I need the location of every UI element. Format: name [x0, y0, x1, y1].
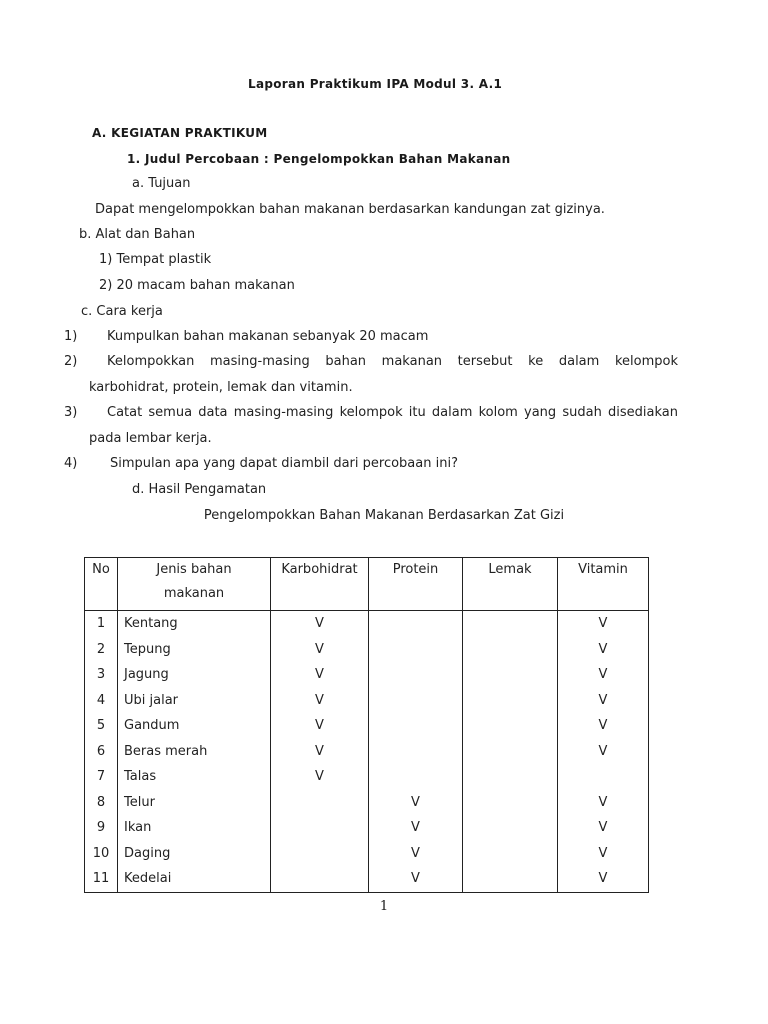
- cell-lemak: [463, 790, 558, 816]
- cell-lemak: [463, 688, 558, 714]
- cell-no: 11: [85, 866, 118, 892]
- cell-karbohidrat: V: [271, 739, 369, 765]
- alat-heading: b. Alat dan Bahan: [79, 227, 196, 242]
- step-text-continued: karbohidrat, protein, lemak dan vitamin.: [89, 380, 353, 395]
- step-text: Simpulan apa yang dapat diambil dari percobaan ini?: [110, 456, 458, 471]
- cell-vitamin: V: [558, 611, 649, 637]
- section-heading-kegiatan: A. KEGIATAN PRAKTIKUM: [92, 126, 268, 140]
- cell-protein: [369, 611, 463, 637]
- cell-lemak: [463, 739, 558, 765]
- tujuan-heading: a. Tujuan: [132, 176, 191, 191]
- cell-vitamin: V: [558, 688, 649, 714]
- hasil-heading: d. Hasil Pengamatan: [132, 482, 267, 497]
- cell-lemak: [463, 637, 558, 663]
- header-protein: Protein: [369, 558, 463, 611]
- cell-karbohidrat: [271, 815, 369, 841]
- cell-no: 3: [85, 662, 118, 688]
- cell-protein: V: [369, 790, 463, 816]
- cell-protein: V: [369, 866, 463, 892]
- cell-karbohidrat: V: [271, 764, 369, 790]
- observation-table: [84, 557, 649, 893]
- cell-food-name: Ubi jalar: [118, 688, 271, 714]
- cell-no: 8: [85, 790, 118, 816]
- table-row: [85, 688, 649, 714]
- table-row: [85, 841, 649, 867]
- cell-lemak: [463, 662, 558, 688]
- cell-protein: V: [369, 815, 463, 841]
- cell-protein: [369, 637, 463, 663]
- cell-protein: V: [369, 841, 463, 867]
- cell-food-name: Tepung: [118, 637, 271, 663]
- table-row: [85, 866, 649, 892]
- step-text: Catat semua data masing-masing kelompok itu dalam kolom yang sudah disediakan: [107, 405, 678, 420]
- alat-item-1: 1) Tempat plastik: [99, 252, 212, 267]
- cell-karbohidrat: V: [271, 637, 369, 663]
- step-number: 3): [64, 405, 78, 420]
- header-no: No: [85, 558, 118, 611]
- cell-karbohidrat: [271, 866, 369, 892]
- tujuan-text: Dapat mengelompokkan bahan makanan berdasarkan kandungan zat gizinya.: [95, 202, 605, 217]
- cell-food-name: Ikan: [118, 815, 271, 841]
- cell-vitamin: V: [558, 713, 649, 739]
- cell-karbohidrat: V: [271, 611, 369, 637]
- table-row: [85, 739, 649, 765]
- cell-vitamin: V: [558, 790, 649, 816]
- cell-lemak: [463, 764, 558, 790]
- cell-no: 6: [85, 739, 118, 765]
- cell-no: 2: [85, 637, 118, 663]
- cell-vitamin: V: [558, 637, 649, 663]
- step-number: 4): [64, 456, 78, 471]
- header-lemak: Lemak: [463, 558, 558, 611]
- header-karbohidrat: Karbohidrat: [271, 558, 369, 611]
- header-jenis-line2: makanan: [163, 586, 225, 601]
- cell-food-name: Kedelai: [118, 866, 271, 892]
- table-row: [85, 815, 649, 841]
- header-jenis-line1: Jenis bahan: [156, 562, 232, 577]
- step-text-continued: pada lembar kerja.: [89, 431, 212, 446]
- table-row: [85, 764, 649, 790]
- cell-food-name: Telur: [118, 790, 271, 816]
- cell-vitamin: V: [558, 815, 649, 841]
- cell-no: 4: [85, 688, 118, 714]
- cell-protein: [369, 713, 463, 739]
- cell-food-name: Gandum: [118, 713, 271, 739]
- cell-protein: [369, 688, 463, 714]
- cell-vitamin: V: [558, 866, 649, 892]
- step-text: Kumpulkan bahan makanan sebanyak 20 macam: [107, 329, 429, 344]
- cell-lemak: [463, 611, 558, 637]
- cell-no: 5: [85, 713, 118, 739]
- cell-karbohidrat: V: [271, 688, 369, 714]
- cell-karbohidrat: V: [271, 662, 369, 688]
- cell-food-name: Daging: [118, 841, 271, 867]
- cell-food-name: Talas: [118, 764, 271, 790]
- table-row: [85, 713, 649, 739]
- header-vitamin: Vitamin: [558, 558, 649, 611]
- cell-protein: [369, 764, 463, 790]
- step-text: Kelompokkan masing-masing bahan makanan tersebut ke dalam kelompok: [107, 354, 678, 369]
- table-row: [85, 611, 649, 637]
- alat-item-2: 2) 20 macam bahan makanan: [99, 278, 295, 293]
- table-header-row: [85, 558, 649, 611]
- step-number: 2): [64, 354, 78, 369]
- step-number: 1): [64, 329, 78, 344]
- cell-vitamin: V: [558, 739, 649, 765]
- cell-food-name: Beras merah: [118, 739, 271, 765]
- table-row: [85, 662, 649, 688]
- cell-karbohidrat: [271, 790, 369, 816]
- header-jenis: [118, 558, 271, 611]
- cell-no: 9: [85, 815, 118, 841]
- cell-vitamin: V: [558, 662, 649, 688]
- cell-food-name: Kentang: [118, 611, 271, 637]
- cell-karbohidrat: [271, 841, 369, 867]
- experiment-title: 1. Judul Percobaan : Pengelompokkan Bahan Makanan: [127, 152, 511, 166]
- cara-heading: c. Cara kerja: [81, 304, 163, 319]
- table-caption: Pengelompokkan Bahan Makanan Berdasarkan Zat Gizi: [203, 508, 565, 523]
- cell-no: 10: [85, 841, 118, 867]
- cell-protein: [369, 739, 463, 765]
- cell-no: 1: [85, 611, 118, 637]
- cell-food-name: Jagung: [118, 662, 271, 688]
- cell-protein: [369, 662, 463, 688]
- table-body: [85, 611, 649, 893]
- cell-vitamin: [558, 764, 649, 790]
- page-title: Laporan Praktikum IPA Modul 3. A.1: [248, 77, 503, 91]
- cell-vitamin: V: [558, 841, 649, 867]
- cell-karbohidrat: V: [271, 713, 369, 739]
- table-row: [85, 637, 649, 663]
- cell-lemak: [463, 713, 558, 739]
- cell-lemak: [463, 866, 558, 892]
- cell-lemak: [463, 841, 558, 867]
- table-row: [85, 790, 649, 816]
- page-number: 1: [379, 899, 389, 914]
- cell-no: 7: [85, 764, 118, 790]
- cell-lemak: [463, 815, 558, 841]
